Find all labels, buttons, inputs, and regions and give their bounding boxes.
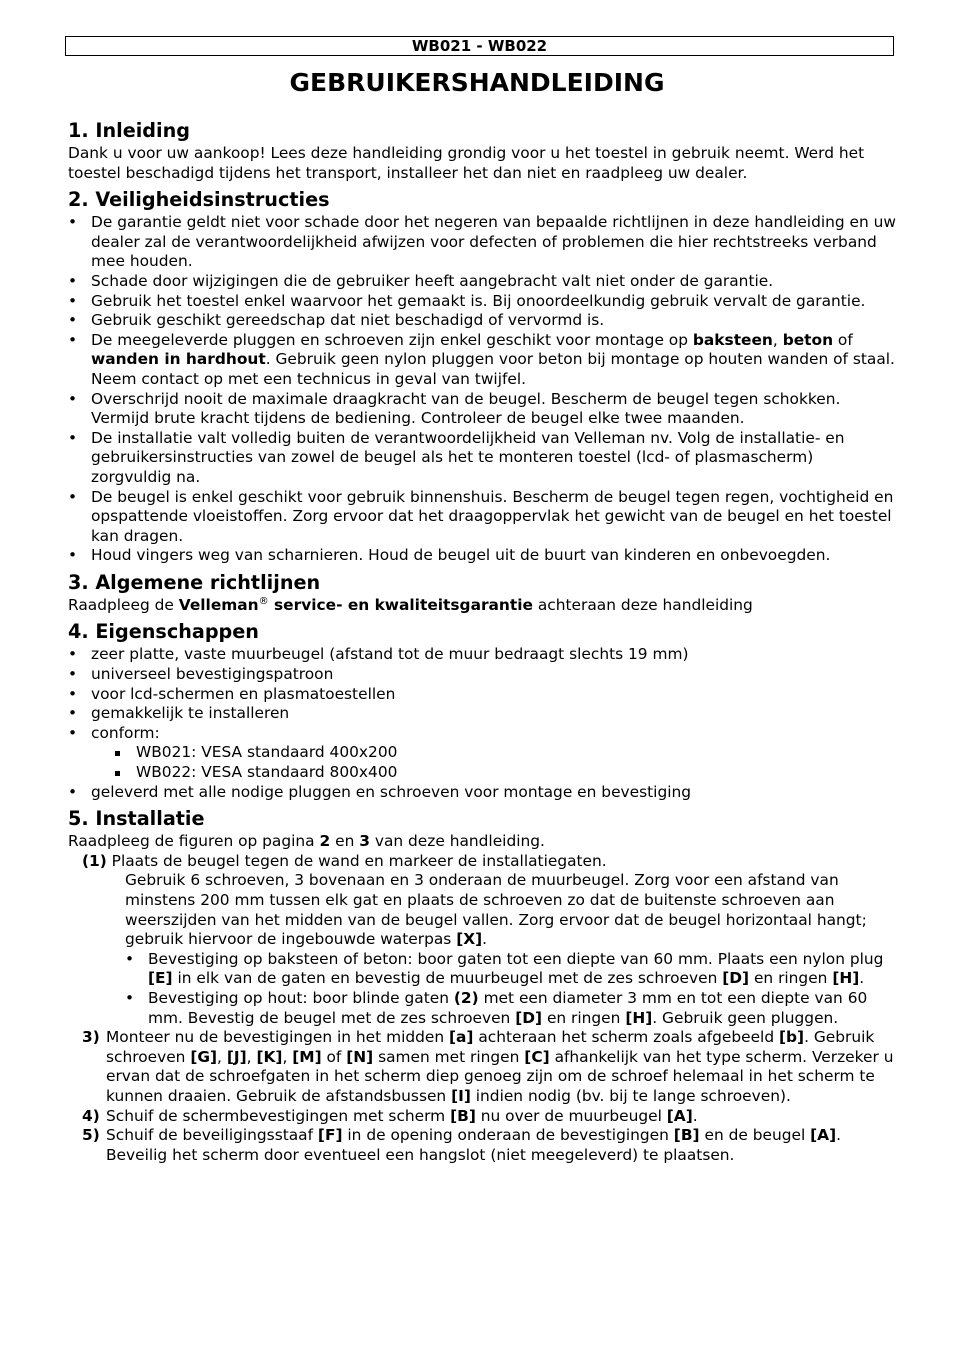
section-heading: 1. Inleiding	[68, 119, 190, 142]
install-steps	[82, 852, 898, 1166]
list-item: • Houd vingers weg van scharnieren. Houd de beugel uit de buurt van kinderen en onbevoegden.	[68, 546, 898, 566]
list-item: • conform: WB021: VESA standaard 400x200 WB022: VESA standaard 800x400	[68, 724, 898, 783]
list-item: • universeel bevestigingspatroon	[68, 665, 898, 685]
list-item: • Gebruik het toestel enkel waarvoor het gemaakt is. Bij onoordeelkundig gebruik vervalt de garantie.	[68, 292, 898, 312]
sub-list	[114, 743, 898, 782]
list-item: • voor lcd-schermen en plasmatoestellen	[68, 685, 898, 705]
list-item: • geleverd met alle nodige pluggen en schroeven voor montage en bevestiging	[68, 783, 898, 803]
section-heading: 2. Veiligheidsinstructies	[68, 188, 330, 212]
list-item: • De installatie valt volledig buiten de verantwoordelijkheid van Velleman nv. Volg de installatie- en gebruikersinstructies van zowel de beugel als het te monteren toestel (lcd- of plasmascherm) zorgvuldig na.	[68, 429, 898, 488]
list-item: • Schade door wijzigingen die de gebruiker heeft aangebracht valt niet onder de garantie.	[68, 272, 898, 292]
sub-list-item: WB022: VESA standaard 800x400	[114, 763, 898, 783]
list-item: • Gebruik geschikt gereedschap dat niet beschadigd of vervormd is.	[68, 311, 898, 331]
list-item: • Bevestiging op baksteen of beton: boor gaten tot een diepte van 60 mm. Plaats een nylon plug [E] in elk van de gaten en bevestig de muurbeugel met de zes schroeven [D] en ringen [H].	[125, 950, 898, 989]
section-heading: 3. Algemene richtlijnen	[68, 570, 321, 594]
section-installatie	[68, 806, 898, 1165]
list-item: • De meegeleverde pluggen en schroeven zijn enkel geschikt voor montage op baksteen, beton of wanden in hardhout. Gebruik geen nylon pluggen voor beton bij montage op houten wanden of staal. Neem contact op met een technicus in geval van twijfel.	[68, 331, 898, 390]
install-step-3: 3) Monteer nu de bevestigingen in het midden [a] achteraan het scherm zoals afgebeeld [b]. Gebruik schroeven [G], [J], [K], [M] of [N] samen met ringen [C] afhankelijk van het type scherm. Verzeker u ervan dat de schroefgaten in het scherm diep genoeg zijn om de schroef helemaal in het scherm te kunnen draaien. Gebruik de afstandsbussen [I] indien nodig (bv. bij te lange schroeven).	[82, 1028, 894, 1105]
list-item: • zeer platte, vaste muurbeugel (afstand tot de muur bedraagt slechts 19 mm)	[68, 645, 898, 665]
safety-list	[68, 213, 898, 566]
model-header: WB021 - WB022	[65, 36, 894, 56]
install-step-1: (1) Plaats de beugel tegen de wand en markeer de installatiegaten.	[82, 851, 607, 870]
paragraph: Raadpleeg de figuren op pagina 2 en 3 van deze handleiding.	[68, 832, 545, 851]
paragraph: Raadpleeg de Velleman® service- en kwaliteitsgarantie achteraan deze handleiding	[68, 595, 753, 614]
install-step-4: 4) Schuif de schermbevestigingen met scherm [B] nu over de muurbeugel [A].	[82, 1106, 698, 1125]
section-veiligheid	[68, 187, 898, 566]
install-step-5: 5) Schuif de beveiligingsstaaf [F] in de opening onderaan de bevestigingen [B] en de beugel [A]. Beveilig het scherm door eventueel een hangslot (niet meegeleverd) te plaatsen.	[82, 1126, 842, 1164]
page-title: GEBRUIKERSHANDLEIDING	[289, 68, 665, 97]
section-heading: 5. Installatie	[68, 807, 205, 831]
list-item: • De beugel is enkel geschikt voor gebruik binnenshuis. Bescherm de beugel tegen regen, vochtigheid en opspattende vloeistoffen. Zorg ervoor dat het draagoppervlak het gewicht van de beugel en het toestel kan dragen.	[68, 488, 898, 547]
list-item: • De garantie geldt niet voor schade door het negeren van bepaalde richtlijnen in deze handleiding en uw dealer zal de verantwoordelijkheid afwijzen voor defecten of problemen die hier rechtstreeks verband mee houden.	[68, 213, 898, 272]
section-eigenschappen	[68, 619, 898, 802]
list-item: • Bevestiging op hout: boor blinde gaten (2) met een diameter 3 mm en tot een diepte van 60 mm. Bevestig de beugel met de zes schroeven [D] en ringen [H]. Gebruik geen pluggen.	[125, 989, 898, 1028]
paragraph: Dank u voor uw aankoop! Lees deze handleiding grondig voor u het toestel in gebruik neemt. Werd het toestel beschadigd tijdens het transport, installeer het dan niet en raadpleeg uw dealer.	[68, 144, 865, 182]
features-list	[68, 645, 898, 802]
mounting-list	[125, 950, 898, 1028]
list-item: • Overschrijd nooit de maximale draagkracht van de beugel. Bescherm de beugel tegen schokken. Vermijd brute kracht tijdens de bediening. Controleer de beugel elke twee maanden.	[68, 390, 898, 429]
section-richtlijnen	[68, 570, 898, 616]
manual-content	[68, 118, 898, 1169]
list-item: • gemakkelijk te installeren	[68, 704, 898, 724]
sub-list-item: WB021: VESA standaard 400x200	[114, 743, 898, 763]
section-inleiding	[68, 118, 898, 183]
section-heading: 4. Eigenschappen	[68, 620, 259, 644]
paragraph: Gebruik 6 schroeven, 3 bovenaan en 3 onderaan de muurbeugel. Zorg voor een afstand van minstens 200 mm tussen elk gat en plaats de schroeven zo dat de buitenste schroeven aan weerszijden van het midden van de beugel vallen. Zorg ervoor dat de beugel horizontaal hangt; gebruik hiervoor de ingebouwde waterpas [X].	[125, 871, 867, 949]
